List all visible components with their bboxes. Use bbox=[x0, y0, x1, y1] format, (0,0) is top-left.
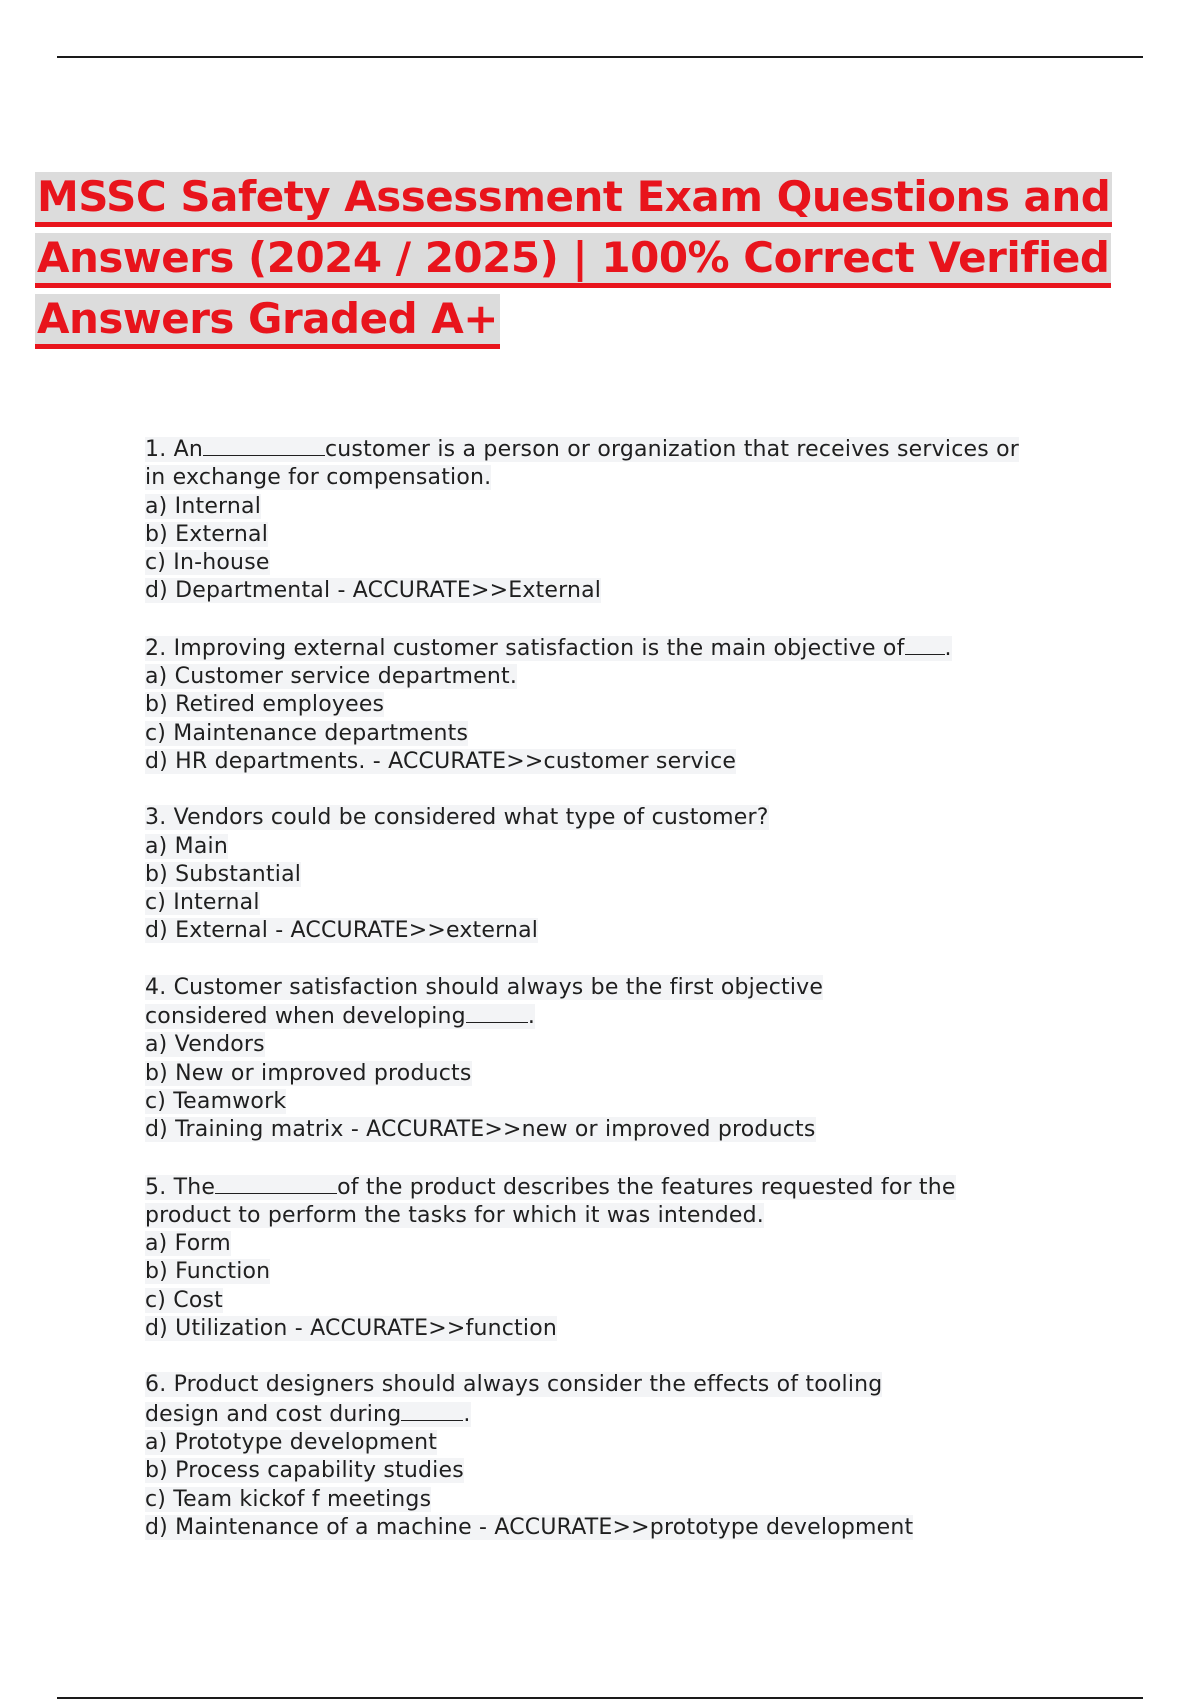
option-a: a) Customer service department. bbox=[145, 664, 518, 690]
question-2 bbox=[145, 634, 1095, 776]
option-b: b) Retired employees bbox=[145, 692, 385, 718]
option-b: b) External bbox=[145, 521, 269, 547]
option-c: c) Teamwork bbox=[145, 1088, 287, 1114]
option-b: b) Substantial bbox=[145, 861, 302, 887]
title-line-1: MSSC Safety Assessment Exam Questions and bbox=[35, 172, 1112, 227]
question-text: 1. An customer is a person or organization that receives services or bbox=[145, 437, 1019, 462]
question-text: 6. Product designers should always consider the effects of tooling bbox=[145, 1372, 883, 1398]
option-d-answer: d) HR departments. - ACCURATE>>customer service bbox=[145, 748, 737, 774]
option-a: a) Form bbox=[145, 1231, 231, 1257]
answer-blank bbox=[401, 1400, 463, 1421]
option-d-answer: d) Departmental - ACCURATE>>External bbox=[145, 578, 602, 604]
answer-blank bbox=[203, 435, 325, 456]
question-3 bbox=[145, 804, 1095, 945]
title-line-3: Answers Graded A+ bbox=[35, 294, 500, 349]
option-d-answer: d) Training matrix - ACCURATE>>new or improved products bbox=[145, 1117, 816, 1143]
answer-blank bbox=[215, 1173, 337, 1194]
option-b: b) Process capability studies bbox=[145, 1458, 464, 1484]
option-c: c) Maintenance departments bbox=[145, 720, 469, 746]
question-text: 5. The of the product describes the features requested for the bbox=[145, 1174, 956, 1200]
question-1 bbox=[145, 435, 1095, 606]
option-a: a) Main bbox=[145, 833, 228, 859]
option-b: b) Function bbox=[145, 1259, 271, 1285]
question-text: 3. Vendors could be considered what type of customer? bbox=[145, 805, 769, 831]
option-b: b) New or improved products bbox=[145, 1060, 472, 1086]
bottom-rule bbox=[57, 1697, 1143, 1699]
question-text-cont: in exchange for compensation. bbox=[145, 465, 492, 491]
question-text-cont: considered when developing . bbox=[145, 1004, 536, 1030]
document-title bbox=[35, 168, 1185, 351]
option-d-answer: d) External - ACCURATE>>external bbox=[145, 918, 539, 944]
question-6 bbox=[145, 1371, 1095, 1542]
answer-blank bbox=[905, 634, 945, 655]
question-text-cont: design and cost during . bbox=[145, 1401, 471, 1427]
question-4 bbox=[145, 974, 1095, 1145]
question-text-cont: product to perform the tasks for which it was intended. bbox=[145, 1202, 764, 1228]
option-d-answer: d) Utilization - ACCURATE>>function bbox=[145, 1316, 558, 1342]
answer-blank bbox=[466, 1002, 528, 1023]
option-a: a) Vendors bbox=[145, 1032, 265, 1058]
option-a: a) Prototype development bbox=[145, 1429, 438, 1455]
option-d-answer: d) Maintenance of a machine - ACCURATE>>prototype development bbox=[145, 1514, 914, 1540]
option-c: c) Internal bbox=[145, 890, 260, 916]
title-line-2: Answers (2024 / 2025) | 100% Correct Verified bbox=[35, 233, 1111, 288]
option-c: c) Cost bbox=[145, 1287, 223, 1313]
option-c: c) In-house bbox=[145, 550, 270, 576]
question-text: 2. Improving external customer satisfaction is the main objective of . bbox=[145, 635, 952, 661]
top-rule bbox=[57, 56, 1143, 58]
question-5 bbox=[145, 1173, 1095, 1344]
question-list bbox=[145, 435, 1095, 1570]
option-a: a) Internal bbox=[145, 493, 262, 519]
question-text: 4. Customer satisfaction should always be the first objective bbox=[145, 974, 824, 1000]
option-c: c) Team kickof f meetings bbox=[145, 1486, 432, 1512]
